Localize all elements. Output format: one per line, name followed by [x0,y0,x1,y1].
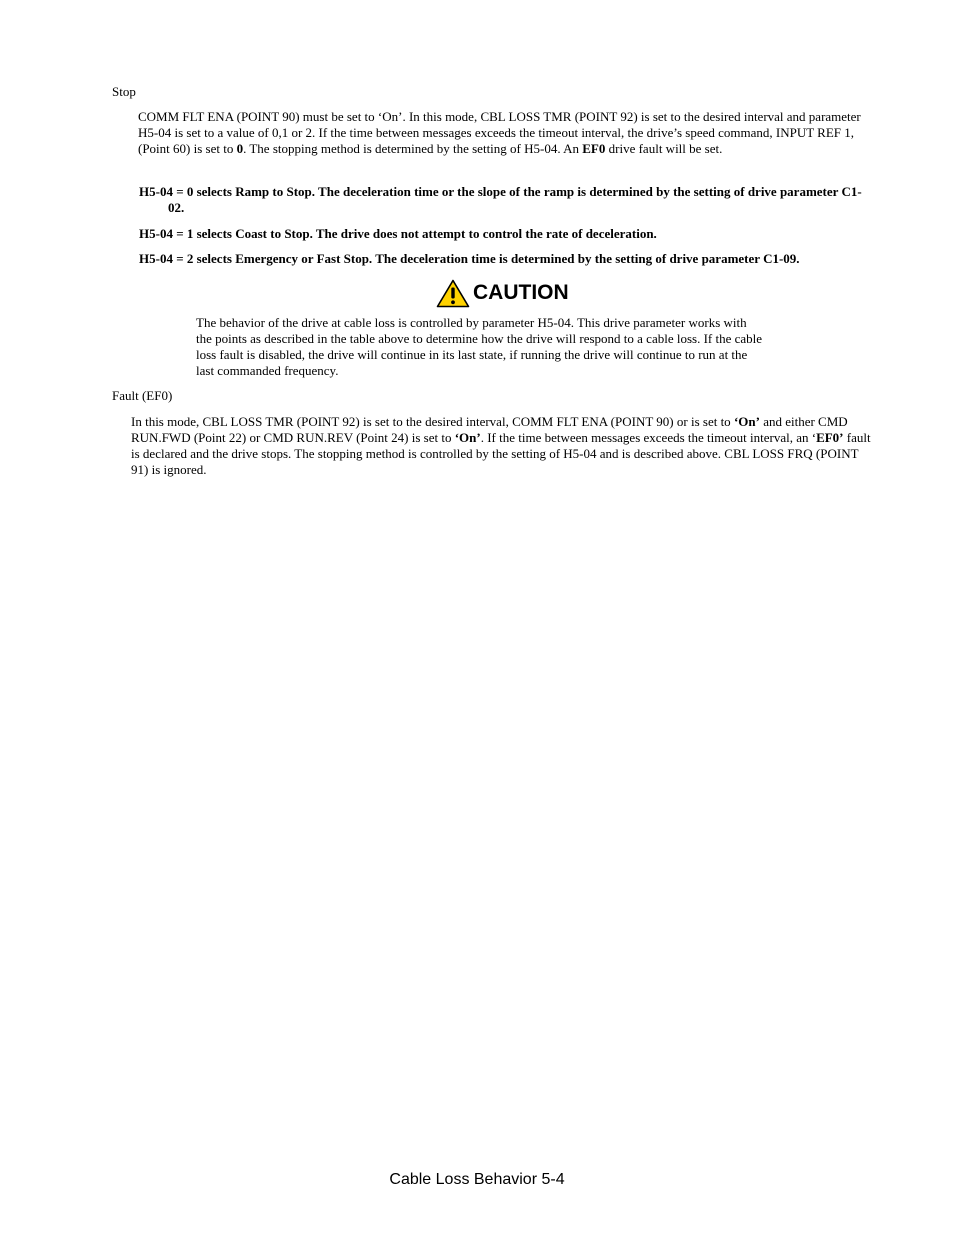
caution-banner [436,277,569,309]
stop-paragraph-text-2: . The stopping method is determined by the setting of H5-04. An [243,141,583,156]
caution-text: The behavior of the drive at cable loss is controlled by parameter H5-04. This drive parameter works with the points as described in the table above to determine how the drive will respond to a cable loss. If the cable loss fault is disabled, the drive will continue in its last state, if running the drive will continue to run at the last commanded frequency. [196,315,763,378]
fault-paragraph-bold-2: ‘On’ [454,430,481,445]
fault-paragraph-bold-1: ‘On’ [733,414,760,429]
stop-paragraph-text-3: drive fault will be set. [605,141,723,156]
fault-paragraph-bold-3: EF0’ [816,430,844,445]
fault-paragraph [131,414,871,478]
stop-paragraph-bold-1: 0 [236,141,244,156]
warning-triangle-icon [436,279,470,308]
stop-option-ramp: H5-04 = 0 selects Ramp to Stop. The deceleration time or the slope of the ramp is determined by the setting of drive parameter C1-02. [139,184,862,215]
stop-paragraph-bold-2: EF0 [582,141,606,156]
fault-paragraph-text-4: fault is declared and the drive stops. The stopping method is controlled by the setting of H5-04 and is described above. CBL LOSS FRQ (POINT 91) is ignored. [131,430,871,477]
fault-paragraph-text-3: . If the time between messages exceeds the timeout interval, an ‘ [480,430,817,445]
stop-paragraph [138,109,866,157]
stop-option-coast: H5-04 = 1 selects Coast to Stop. The drive does not attempt to control the rate of deceleration. [139,226,657,241]
page-footer: Cable Loss Behavior 5-4 [389,1171,565,1188]
fault-paragraph-text-1: In this mode, CBL LOSS TMR (POINT 92) is set to the desired interval, COMM FLT ENA (POINT 90) or is set to [131,414,734,429]
section-heading-fault: Fault (EF0) [112,388,173,403]
fault-paragraph-text-2: and either CMD RUN.FWD (Point 22) or CMD RUN.REV (Point 24) is set to [131,414,848,445]
section-heading-stop: Stop [112,84,136,99]
stop-paragraph-text-1: COMM FLT ENA (POINT 90) must be set to ‘On’. In this mode, CBL LOSS TMR (POINT 92) is set to the desired interval and parameter H5-04 is set to a value of 0,1 or 2. If the time between messages exceeds the timeout interval, the drive’s speed command, INPUT REF 1, (Point 60) is set to [138,109,861,156]
caution-label: CAUTION [473,281,569,304]
stop-option-fast: H5-04 = 2 selects Emergency or Fast Stop. The deceleration time is determined by the setting of drive parameter C1-09. [139,251,800,266]
